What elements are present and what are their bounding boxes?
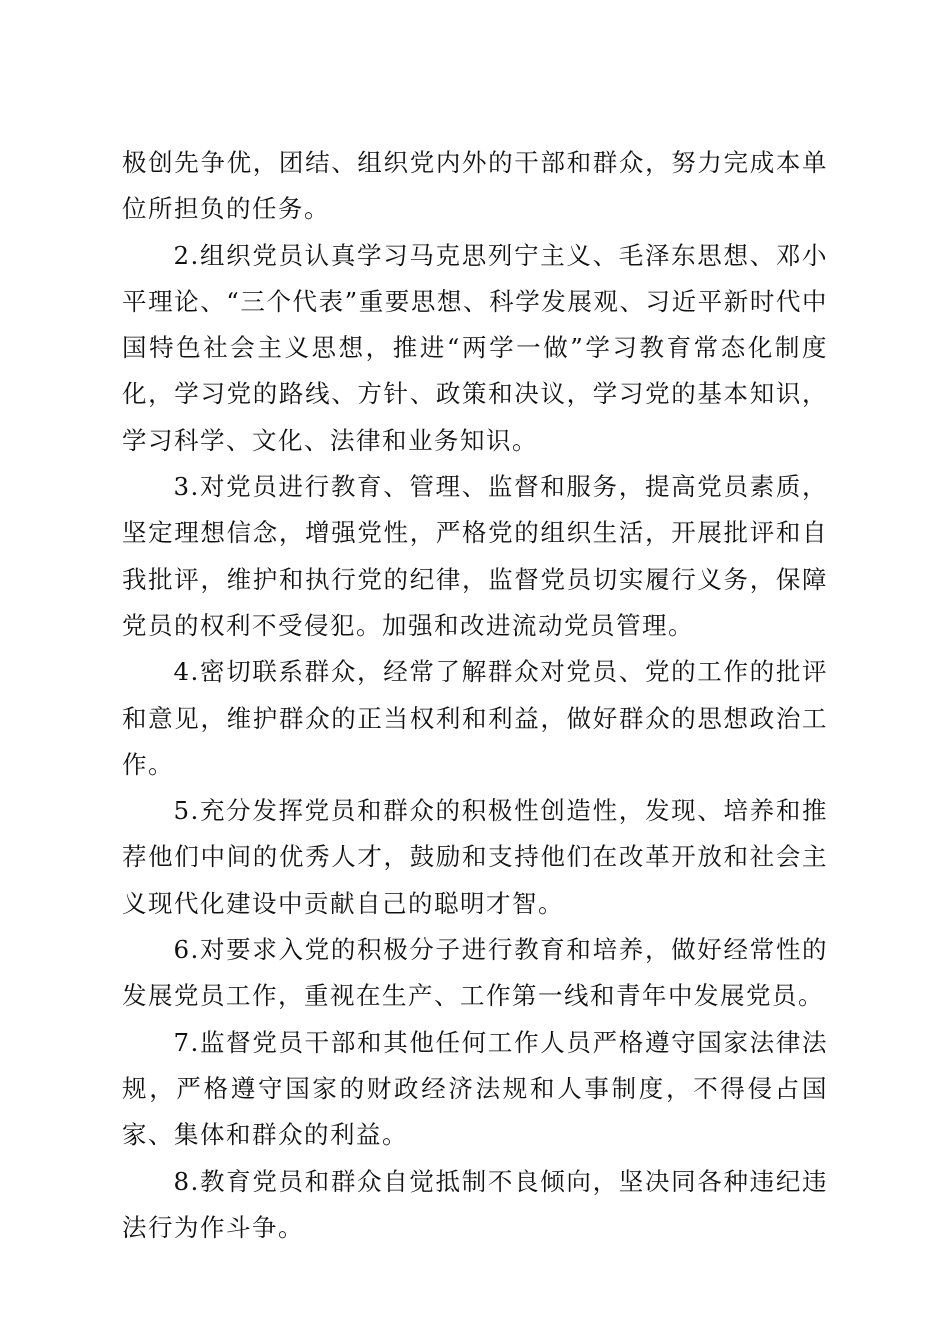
paragraph-item-6: 6.对要求入党的积极分子进行教育和培养，做好经常性的发展党员工作，重视在生产、工作第一线和青年中发展党员。 bbox=[122, 935, 828, 1011]
document-body bbox=[122, 140, 828, 1251]
paragraph-item-7: 7.监督党员干部和其他任何工作人员严格遵守国家法律法规，严格遵守国家的财政经济法规和人事制度，不得侵占国家、集体和群众的利益。 bbox=[122, 1027, 828, 1150]
paragraph-item-5: 5.充分发挥党员和群众的积极性创造性，发现、培养和推荐他们中间的优秀人才，鼓励和支持他们在改革开放和社会主义现代化建设中贡献自己的聪明才智。 bbox=[122, 796, 828, 918]
paragraph-item-2: 2.组织党员认真学习马克思列宁主义、毛泽东思想、邓小平理论、“三个代表”重要思想、科学发展观、习近平新时代中国特色社会主义思想，推进“两学一做”学习教育常态化制度化，学习党的路线、方针、政策和决议，学习党的基本知识，学习科学、文化、法律和业务知识。 bbox=[122, 240, 828, 455]
paragraph-item-3: 3.对党员进行教育、管理、监督和服务，提高党员素质，坚定理想信念，增强党性，严格党的组织生活，开展批评和自我批评，维护和执行党的纪律，监督党员切实履行义务，保障党员的权利不受侵犯。加强和改进流动党员管理。 bbox=[122, 472, 828, 640]
paragraph-continuation: 极创先争优，团结、组织党内外的干部和群众，努力完成本单位所担负的任务。 bbox=[122, 148, 828, 224]
paragraph-item-8: 8.教育党员和群众自觉抵制不良倾向，坚决同各种违纪违法行为作斗争。 bbox=[122, 1166, 828, 1242]
paragraph-item-4: 4.密切联系群众，经常了解群众对党员、党的工作的批评和意见，维护群众的正当权利和利益，做好群众的思想政治工作。 bbox=[122, 657, 828, 779]
